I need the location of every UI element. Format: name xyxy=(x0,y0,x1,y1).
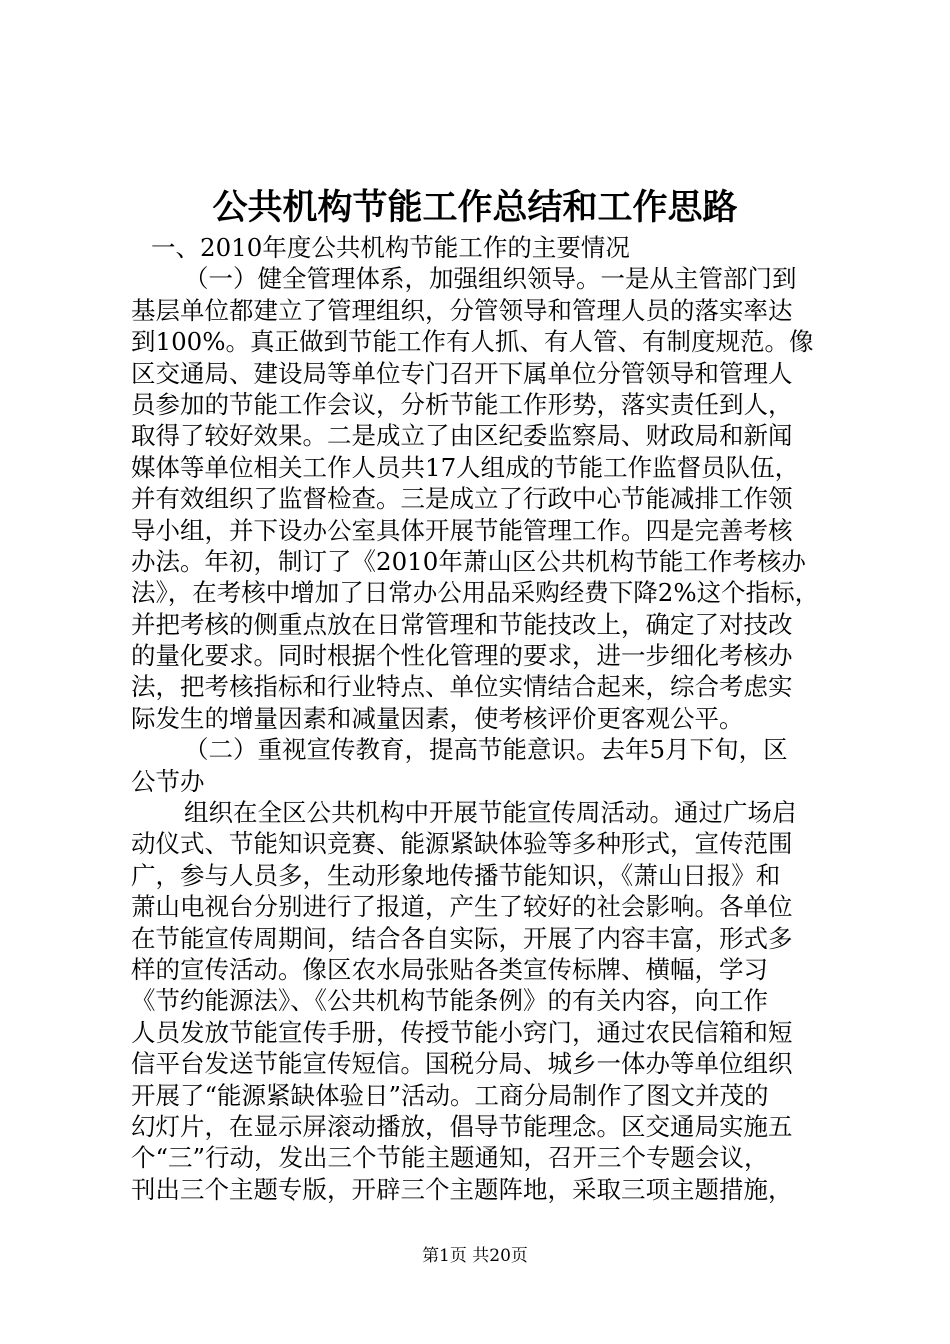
paragraph-line: 信平台发送节能宣传短信。国税分局、城乡一体办等单位组织 xyxy=(131,1049,793,1079)
paragraph-line: 刊出三个主题专版，开辟三个主题阵地，采取三项主题措施， xyxy=(131,1174,793,1204)
paragraph-line: 在节能宣传周期间，结合各自实际，开展了内容丰富，形式多 xyxy=(131,923,793,953)
paragraph-line: 际发生的增量因素和减量因素，使考核评价更客观公平。 xyxy=(131,703,744,733)
paragraph-line: 并有效组织了监督检查。三是成立了行政中心节能减排工作领 xyxy=(131,484,793,514)
paragraph-line: 公节办 xyxy=(131,766,205,796)
paragraph-line: 萧山电视台分别进行了报道，产生了较好的社会影响。各单位 xyxy=(131,892,793,922)
paragraph-line: 取得了较好效果。二是成立了由区纪委监察局、财政局和新闻 xyxy=(131,421,793,451)
paragraph-line: 区交通局、建设局等单位专门召开下属单位分管领导和管理人 xyxy=(131,358,793,388)
paragraph-line: 办法。年初，制订了《2010年萧山区公共机构节能工作考核办 xyxy=(131,546,806,576)
paragraph-line: 并把考核的侧重点放在日常管理和节能技改上，确定了对技改 xyxy=(131,609,793,639)
paragraph-line: 法，把考核指标和行业特点、单位实情结合起来，综合考虑实 xyxy=(131,672,793,702)
paragraph-line: 法》，在考核中增加了日常办公用品采购经费下降2%这个指标， xyxy=(131,578,820,608)
paragraph-line: 到100%。真正做到节能工作有人抓、有人管、有制度规范。像 xyxy=(131,327,814,357)
paragraph-line: 个“三”行动，发出三个节能主题通知，召开三个专题会议， xyxy=(131,1143,769,1173)
section-heading: 一、2010年度公共机构节能工作的主要情况 xyxy=(151,233,630,262)
paragraph-line: 开展了“能源紧缺体验日”活动。工商分局制作了图文并茂的 xyxy=(131,1080,769,1110)
paragraph-line: （二）重视宣传教育，提高节能意识。去年5月下旬，区 xyxy=(184,735,788,765)
paragraph-line: 员参加的节能工作会议，分析节能工作形势，落实责任到人， xyxy=(131,389,793,419)
paragraph-line: 《节约能源法》、《公共机构节能条例》的有关内容，向工作 xyxy=(131,986,768,1016)
paragraph-line: 媒体等单位相关工作人员共17人组成的节能工作监督员队伍， xyxy=(131,452,800,482)
paragraph-line: （一）健全管理体系，加强组织领导。一是从主管部门到 xyxy=(184,264,797,294)
paragraph-line: 样的宣传活动。像区农水局张贴各类宣传标牌、横幅，学习 xyxy=(131,954,768,984)
paragraph-line: 广，参与人员多，生动形象地传播节能知识，《萧山日报》和 xyxy=(131,860,781,890)
page-footer: 第1页 共20页 xyxy=(422,1246,528,1266)
paragraph-line: 导小组，并下设办公室具体开展节能管理工作。四是完善考核 xyxy=(131,515,793,545)
paragraph-line: 基层单位都建立了管理组织，分管领导和管理人员的落实率达 xyxy=(131,295,793,325)
paragraph-line: 幻灯片，在显示屏滚动播放，倡导节能理念。区交通局实施五 xyxy=(131,1111,793,1141)
document-title: 公共机构节能工作总结和工作思路 xyxy=(212,187,738,228)
paragraph-line: 组织在全区公共机构中开展节能宣传周活动。通过广场启 xyxy=(184,798,797,828)
paragraph-line: 动仪式、节能知识竞赛、能源紧缺体验等多种形式，宣传范围 xyxy=(131,829,793,859)
paragraph-line: 的量化要求。同时根据个性化管理的要求，进一步细化考核办 xyxy=(131,641,793,671)
document-body xyxy=(131,232,831,1205)
paragraph-line: 人员发放节能宣传手册，传授节能小窍门，通过农民信箱和短 xyxy=(131,1017,793,1047)
